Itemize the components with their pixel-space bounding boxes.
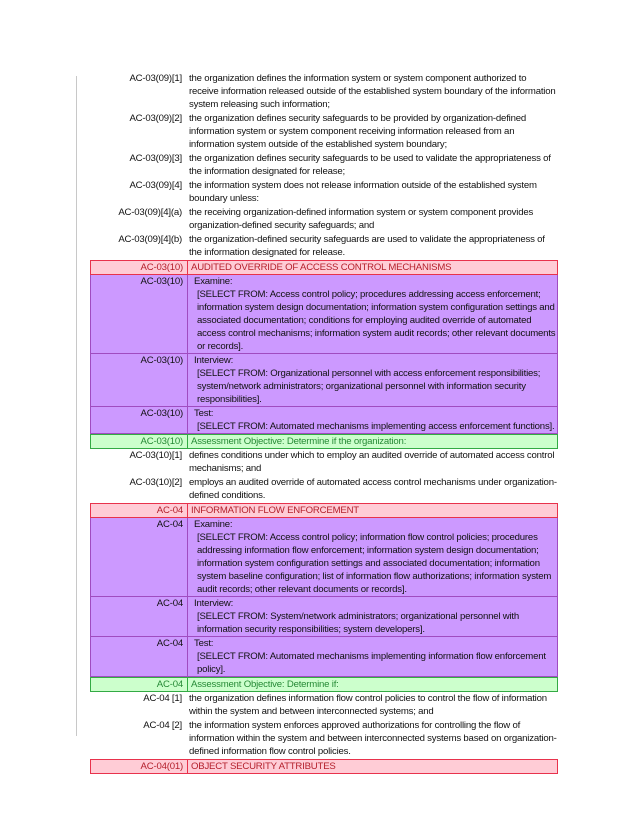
row-text-line: AUDITED OVERRIDE OF ACCESS CONTROL MECHANISMS [191,262,452,273]
control-id: AC-04 [156,505,183,516]
row-text-line: INFORMATION FLOW ENFORCEMENT [191,505,359,516]
row-text [187,504,557,517]
method-row [90,597,558,637]
assessment-objective-row [90,677,558,692]
row-text-line: Assessment Objective: Determine if the organization: [191,436,407,447]
control-id: AC-03(09)[4] [129,180,182,191]
row-text-line: the receiving organization-defined information system or system component provides organization-defined security safeguards; and [189,207,534,231]
method-row [90,354,558,407]
row-text [186,233,558,259]
method-label: Examine: [194,519,233,530]
row-text-line: [SELECT FROM: Organizational personnel with access enforcement responsibilities; system/network administrators; organizational personnel with information security responsibilities]. [197,368,541,405]
control-id: AC-03(10)[2] [129,477,182,488]
row-text-line: OBJECT SECURITY ATTRIBUTES [191,761,336,772]
objective-row [90,206,558,233]
control-id: AC-03(10) [140,355,183,366]
control-id: AC-03(09)[3] [129,153,182,164]
row-text-line: the organization defines security safeguards to be used to validate the appropriateness of the information designated for release; [189,153,551,177]
objective-row [90,112,558,152]
method-row [90,518,558,597]
control-id: AC-04 [156,598,183,609]
row-text [187,261,557,274]
method-label: Test: [194,408,214,419]
row-text [187,354,557,406]
objective-row [90,179,558,206]
method-row [90,637,558,677]
row-text-line: employs an audited override of automated access control mechanisms under organization-defined conditions. [189,477,557,501]
row-text-line: defines conditions under which to employ an audited override of automated access control mechanisms; and [189,450,555,474]
row-text-line: [SELECT FROM: Automated mechanisms implementing access enforcement functions]. [197,421,555,432]
row-text [187,637,557,676]
row-text-line: [SELECT FROM: System/network administrators; organizational personnel with information security responsibilities; system developers]. [197,611,520,635]
objective-row [90,692,558,719]
method-label: Test: [194,638,214,649]
control-id: AC-03(09)[1] [129,73,182,84]
row-text-line: [SELECT FROM: Access control policy; procedures addressing access enforcement; information system design documentation; information system configuration settings and associated documentation; conditions for employing audited override of automated access control mechanisms; information system audit records; other relevant documents or records]. [197,289,556,352]
control-id: AC-03(09)[4](a) [118,207,182,218]
control-id: AC-04 [156,679,183,690]
control-id: AC-03(10) [140,436,183,447]
row-text [187,760,557,773]
row-text [186,112,558,151]
row-text [187,518,557,596]
row-text [187,275,557,353]
row-text-line: [SELECT FROM: Automated mechanisms implementing information flow enforcement policy]. [197,651,546,675]
row-text-line: Assessment Objective: Determine if: [191,679,339,690]
row-text-line: the organization-defined security safeguards are used to validate the appropriateness of the information designated for release. [189,234,545,258]
row-text [186,476,558,502]
objective-row [90,233,558,260]
control-id: AC-04 [156,519,183,530]
page-margin-rule [76,76,77,736]
control-id: AC-04 [2] [143,720,182,731]
control-id: AC-03(10) [140,262,183,273]
method-row [90,407,558,434]
assessment-procedure-table [90,72,558,774]
objective-row [90,72,558,112]
row-text [186,449,558,475]
row-text [187,435,557,448]
row-text [187,407,557,433]
control-id: AC-04 [156,638,183,649]
row-text [187,597,557,636]
row-text [186,152,558,178]
row-text-line: the organization defines information flow control policies to control the flow of information within the system and between interconnected systems; and [189,693,547,717]
objective-row [90,152,558,179]
control-id: AC-03(09)[4](b) [118,234,182,245]
control-id: AC-03(10) [140,276,183,287]
control-id: AC-03(10) [140,408,183,419]
row-text [187,678,557,691]
row-text [186,179,558,205]
row-text-line: the organization defines security safeguards to be provided by organization-defined information system or system component receiving information released from an information system outside of the established system boundary; [189,113,526,150]
row-text-line: the organization defines the information system or system component authorized to receive information released outside of the established system boundary of the information system releasing such information; [189,73,556,110]
row-text-line: [SELECT FROM: Access control policy; information flow control policies; procedures addressing information flow enforcement; information system design documentation; information system configuration settings and associated documentation; information system baseline configuration; list of information flow authorizations; information system audit records; other relevant documents or records]. [197,532,552,595]
control-id: AC-03(10)[1] [129,450,182,461]
row-text-line: the information system enforces approved authorizations for controlling the flow of information within the system and between interconnected systems based on organization-defined information flow control policies. [189,720,557,757]
row-text [186,206,558,232]
method-label: Examine: [194,276,233,287]
row-text [186,692,558,718]
objective-row [90,476,558,503]
control-id: AC-04 [1] [143,693,182,704]
objective-row [90,449,558,476]
row-text [186,72,558,111]
control-id: AC-04(01) [140,761,183,772]
method-label: Interview: [194,598,234,609]
objective-row [90,719,558,759]
method-row [90,275,558,354]
control-heading-row [90,260,558,275]
row-text [186,719,558,758]
row-text-line: the information system does not release information outside of the established system boundary unless: [189,180,537,204]
control-heading-row [90,759,558,774]
control-heading-row [90,503,558,518]
assessment-objective-row [90,434,558,449]
control-id: AC-03(09)[2] [129,113,182,124]
method-label: Interview: [194,355,234,366]
